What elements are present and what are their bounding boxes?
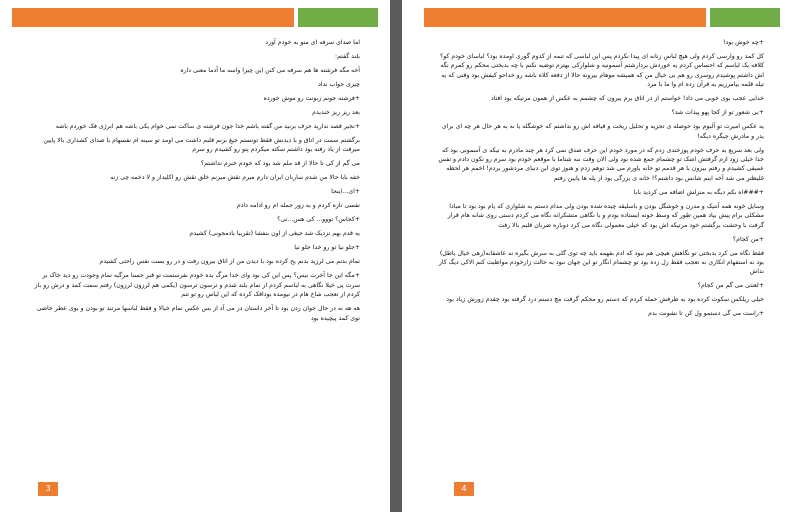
paragraph: +کجاس؟ تووو... کی هس...تی؟ [277, 216, 360, 224]
header-orange-bar [424, 8, 706, 27]
paragraph: خیلی ریلکس سکوت کرده بود به طرفش حمله کردم که دستم رو محکم گرفت مچ دستم درد گرفته بود چقدم زورش زیاد بود [446, 296, 764, 304]
paragraph: +###اه بکم دیگه به منزلش اضافه می کردید بابا [633, 188, 764, 196]
paragraph: می گم از کی تا حالا از قد ملم شد بود که خودم خبرم نداشتم؟ [200, 160, 360, 168]
paragraph: +لعنتی می گم من کجام؟ [697, 282, 764, 290]
paragraph: +من کجام؟ [732, 235, 764, 243]
paragraph: فقط نگاه می کرد بدبختی تو نگاهش هیچی هم نبود که ادم بفهمه باید چه توی گلی به سرش بگیره نه عاشقانه(زهی خیال باطل) بود نه استفهام انکاری نه تعجب فقط زل زده بود تو چشمام انگار تو این جهان نبود به حالت زارخودم مواظبت کنم الاکی دیگ کار نداش [438, 249, 764, 276]
paragraph: آخه مگه فرشته ها هم سرفه می کنن این چیزا واسه ما آدما معنی داره [180, 67, 360, 74]
header-green-bar [298, 8, 378, 27]
paragraph: خدایی عجب بوی خوبی می داد! خواستم از در اتاق برم بیرون که چشمم به عکس از همون مرتیکه بود افتاد [490, 95, 764, 103]
paragraph: +بی شعور تو از کجا پهو پیدات شد؟ [671, 109, 764, 117]
page-right [402, 0, 794, 512]
paragraph: +ای...اینجا [331, 188, 360, 196]
paragraph: وسایل خونه همه آنتیک و مدرن و خوشگل بودن و باسلیقه چیده شده بودن ولی مدام دستم به شلواری که پام بود بود تا مبادا مشکلی برام پیش بیاد همین طور که وسط خونه ایستاده بودم و با نگاهی متشکرانه نگاه می کردم دستی روی شانه هام قرار گرفت با وحشت برگشتم خود مرتیکه اش بود که خیلی معمولی نگاه می کرد دوباره ضربان قلبم بالا رفت [447, 202, 764, 229]
header-green-bar [710, 8, 780, 27]
paragraph: ولی بعد سریع به حرف خودم پوزخندی زدم که در مورد خودم این حرف صدق نمی کرد هر چند مادرم به تیکه ی آسمونی بود که خدا خیلی زود ازم گرفتش اشک تو چشمام جمع شده بود ولی الان وقت ننه شتاما با موقعم خودم بود سرم رو تکون دادم و نفس عمیقی کشیدم و رفتم بیرون با هر قدمم تو خانه باورم می شد توهم زدم و هنوز توی این دنیای مردشور بردم! اخمم هر لحظه غلیظتر می شد آخه اینم شانس بود داشتم؟! خانه ی بزرگی بود از پله ها پایین رفتم [438, 146, 764, 182]
paragraph: تمام بدنم می لرزید بدنم یخ کرده بود با دیدن من از اتاق بیرون رفت و در رو بست نفس راحتی کشیدم [99, 258, 360, 266]
paragraph: یه قدم بهم نزدیک شد جیغی از اون بنفشا (تقریبا بادمجونی) کشیدم [189, 230, 360, 238]
paragraph: کل کمد رو وارسی کردم ولی هیچ لباس زنانه ای پیدا نکردم پس این لباسی که تنمه از کدوم گوری اومده بود؟ لباسای خودم کو؟ کلافه یک لباسم که احساس کردم یه خوردش بردارشتم آسمونیه و شلوارکی بهترم توضیه نکنم با چه بدبختی محکم رو کمرم نگه اش داشتم پوشیدم روسری رو هم بی خیال من که همیشه موهام بیرونه حالا از دفعه کلاه باشه رو خداحو کیفش بود وقتی که یه تیله قلمه بیامرزیم یه قرآن زده ام وا ما با مرد [439, 53, 764, 89]
paragraph: هه هه نه در حال جوان زدن بود تا آخر داستان در می آد از بس عکس تمام خیالا و فقط لباسها مرتبد تو بودن و بوی عطر خاصی توی کمد پیچیده بود [36, 305, 360, 322]
page-left [0, 0, 390, 512]
paragraph: +فرشته جونم زبونت رو موش خورده [263, 95, 360, 102]
paragraph: اما صدای سرفه ای منو به خودم آورد [265, 39, 360, 46]
header-orange-bar [12, 8, 294, 27]
page-number: 3 [38, 482, 58, 496]
paragraph: +مگه این جا آخرت نیس؟ پس این کی بود وای خدا مرگ بده خودم نفرستمت تو قبر حسنا مرگیه تمام وجودت رو دید خاک بر سرت پی خیلا نگاهی به لباسم کردم از تمام بلند شدم و ترسون ترسون (یکمی هم لرزون لرزون) رفتم سمت کمد و درش رو باز کردم از تعجب شاخ هام در نیومده بوداقک کرده که این لباس رو تو تنم [34, 272, 360, 299]
paragraph: +چه خوش بود! [723, 39, 764, 46]
paragraph: +راست می گی دستمو ول کن تا نشونت بدم [648, 310, 764, 318]
paragraph: یه عکس امیرت تو آلبوم بود حوصله ی تجزیه و تحلیل ریخت و قیافه اش رو نداشتم که خوشگله یا نه به هر حال هر چه ای برای یدر و مادرش جیگره دیگه! [441, 123, 764, 140]
paragraph: +نخیر قصد ندارید حرف بزنید من گفته باشم خدا جون فرشته ی ساکت نمی خوام یکی باشه هم انرژی فک خوردم باشه [55, 123, 360, 130]
paragraph: خفه بابا حالا من شدم ساربان ایران دارم میرم نقش میزنم خلق نقش رو اکلیدار و لا دخمه چی زنه [110, 174, 360, 182]
paragraph: بلند گفتم: [335, 53, 360, 60]
paragraph: برگشتم سمت در اتاق و با دیدنش فقط تونستم جیغ بزنم قلبم داشت می اومد تو سینه ام نفسهام با صدای کشداری بالا پایین میرفت از یاد رفته بود داشتم سکته میکردم پتو رو کشیدم رو سرم [43, 137, 360, 154]
page-text [30, 38, 360, 328]
page-text [432, 38, 764, 323]
paragraph: بعد ریز ریز خندیدم [312, 109, 360, 116]
paragraph: +جلو نیا تو رو خدا جلو نیا [294, 244, 360, 252]
paragraph: چیزی جواب نداد [318, 81, 360, 88]
page-number: 4 [454, 482, 474, 496]
paragraph: نفسی تازه کردم و به زور جمله ام رو ادامه دادم [236, 202, 360, 210]
